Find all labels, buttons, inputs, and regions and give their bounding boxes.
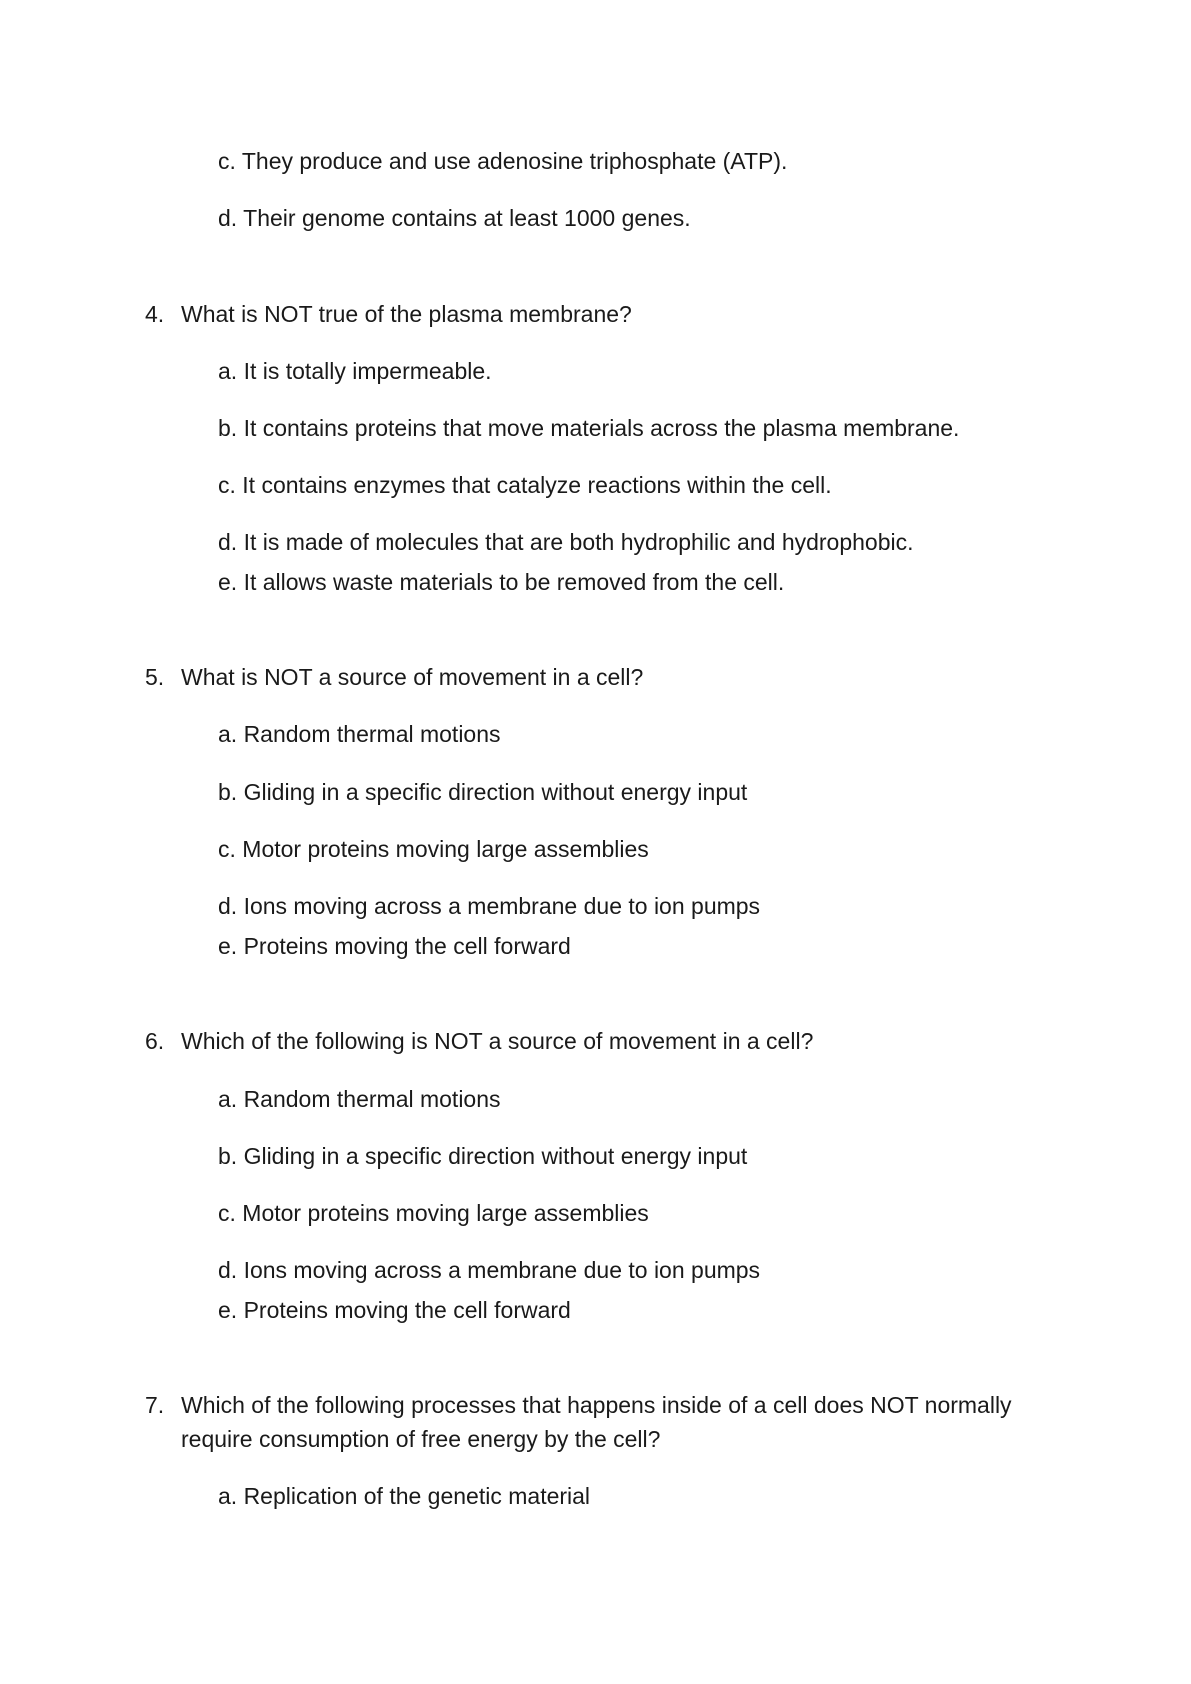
option-4c: c. It contains enzymes that catalyze reactions within the cell. bbox=[218, 472, 832, 498]
option-6a: a. Random thermal motions bbox=[218, 1086, 501, 1112]
question-number: 6. bbox=[145, 1028, 165, 1054]
question-number: 5. bbox=[145, 664, 165, 690]
question-number: 7. bbox=[145, 1392, 165, 1418]
option-5c: c. Motor proteins moving large assemblies bbox=[218, 836, 649, 862]
option-5a: a. Random thermal motions bbox=[218, 721, 501, 747]
question-text: What is NOT a source of movement in a cell? bbox=[181, 664, 644, 690]
option-5b: b. Gliding in a specific direction without energy input bbox=[218, 779, 748, 805]
option-4a: a. It is totally impermeable. bbox=[218, 358, 492, 384]
option-4b: b. It contains proteins that move materials across the plasma membrane. bbox=[218, 415, 960, 441]
option-6e: e. Proteins moving the cell forward bbox=[218, 1297, 571, 1323]
question-text: What is NOT true of the plasma membrane? bbox=[181, 301, 632, 327]
option-4e: e. It allows waste materials to be removed from the cell. bbox=[218, 569, 785, 595]
option-5d: d. Ions moving across a membrane due to ion pumps bbox=[218, 893, 761, 919]
option-3c: c. They produce and use adenosine triphosphate (ATP). bbox=[218, 148, 788, 174]
option-6b: b. Gliding in a specific direction without energy input bbox=[218, 1143, 748, 1169]
question-text: Which of the following is NOT a source of movement in a cell? bbox=[181, 1028, 814, 1054]
option-6d: d. Ions moving across a membrane due to ion pumps bbox=[218, 1257, 761, 1283]
option-7a: a. Replication of the genetic material bbox=[218, 1483, 591, 1509]
option-6c: c. Motor proteins moving large assemblies bbox=[218, 1200, 649, 1226]
option-4d: d. It is made of molecules that are both hydrophilic and hydrophobic. bbox=[218, 529, 914, 555]
question-text: Which of the following processes that happens inside of a cell does NOT normally require consumption of free energy by the cell? bbox=[181, 1392, 1012, 1452]
option-5e: e. Proteins moving the cell forward bbox=[218, 933, 571, 959]
question-number: 4. bbox=[145, 301, 165, 327]
option-3d: d. Their genome contains at least 1000 genes. bbox=[218, 205, 691, 231]
